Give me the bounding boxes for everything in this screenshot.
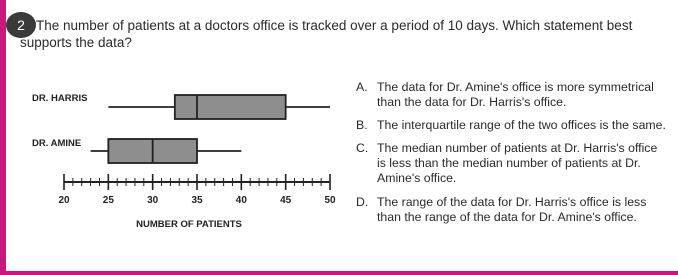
- x-tick-label-25: 25: [102, 195, 114, 206]
- x-tick-label-50: 50: [324, 195, 336, 206]
- question-line-1: The number of patients at a doctors office is tracked over a period of 10 days. Which statement best: [36, 18, 633, 33]
- choice-d[interactable]: [356, 195, 666, 225]
- choice-a-text: The data for Dr. Amine's office is more symmetrical than the data for Dr. Harris's office.: [377, 80, 654, 109]
- question-number-badge: 2: [6, 12, 36, 38]
- choice-d-text: The range of the data for Dr. Harris's office is less than the range of the data for Dr. Amine's office.: [377, 195, 647, 224]
- choice-b[interactable]: [356, 118, 666, 133]
- x-tick-label-30: 30: [147, 195, 159, 206]
- choice-a-letter: A.: [356, 80, 368, 94]
- choice-a[interactable]: [356, 80, 666, 110]
- choice-b-letter: B.: [356, 118, 368, 132]
- x-tick-label-20: 20: [58, 195, 70, 206]
- box-plot-chart: [0, 0, 350, 240]
- x-tick-label-45: 45: [280, 195, 292, 206]
- dr-amine-label: DR. AMINE: [32, 138, 82, 149]
- dr-harris-box: [175, 95, 286, 119]
- choice-c[interactable]: [356, 141, 666, 186]
- choice-c-letter: C.: [356, 141, 369, 155]
- dr-harris-label: DR. HARRIS: [32, 93, 88, 104]
- x-tick-label-35: 35: [191, 195, 203, 206]
- question-line-2: supports the data?: [20, 35, 132, 50]
- choice-d-letter: D.: [356, 195, 369, 209]
- bottom-accent-border: [0, 271, 678, 275]
- answer-choices: [356, 80, 666, 233]
- x-axis-title: NUMBER OF PATIENTS: [136, 219, 242, 230]
- x-tick-label-40: 40: [235, 195, 247, 206]
- choice-b-text: The interquartile range of the two offices is the same.: [377, 118, 666, 132]
- choice-c-text: The median number of patients at Dr. Harris's office is less than the median number of patients at Dr. Amine's office.: [377, 141, 658, 185]
